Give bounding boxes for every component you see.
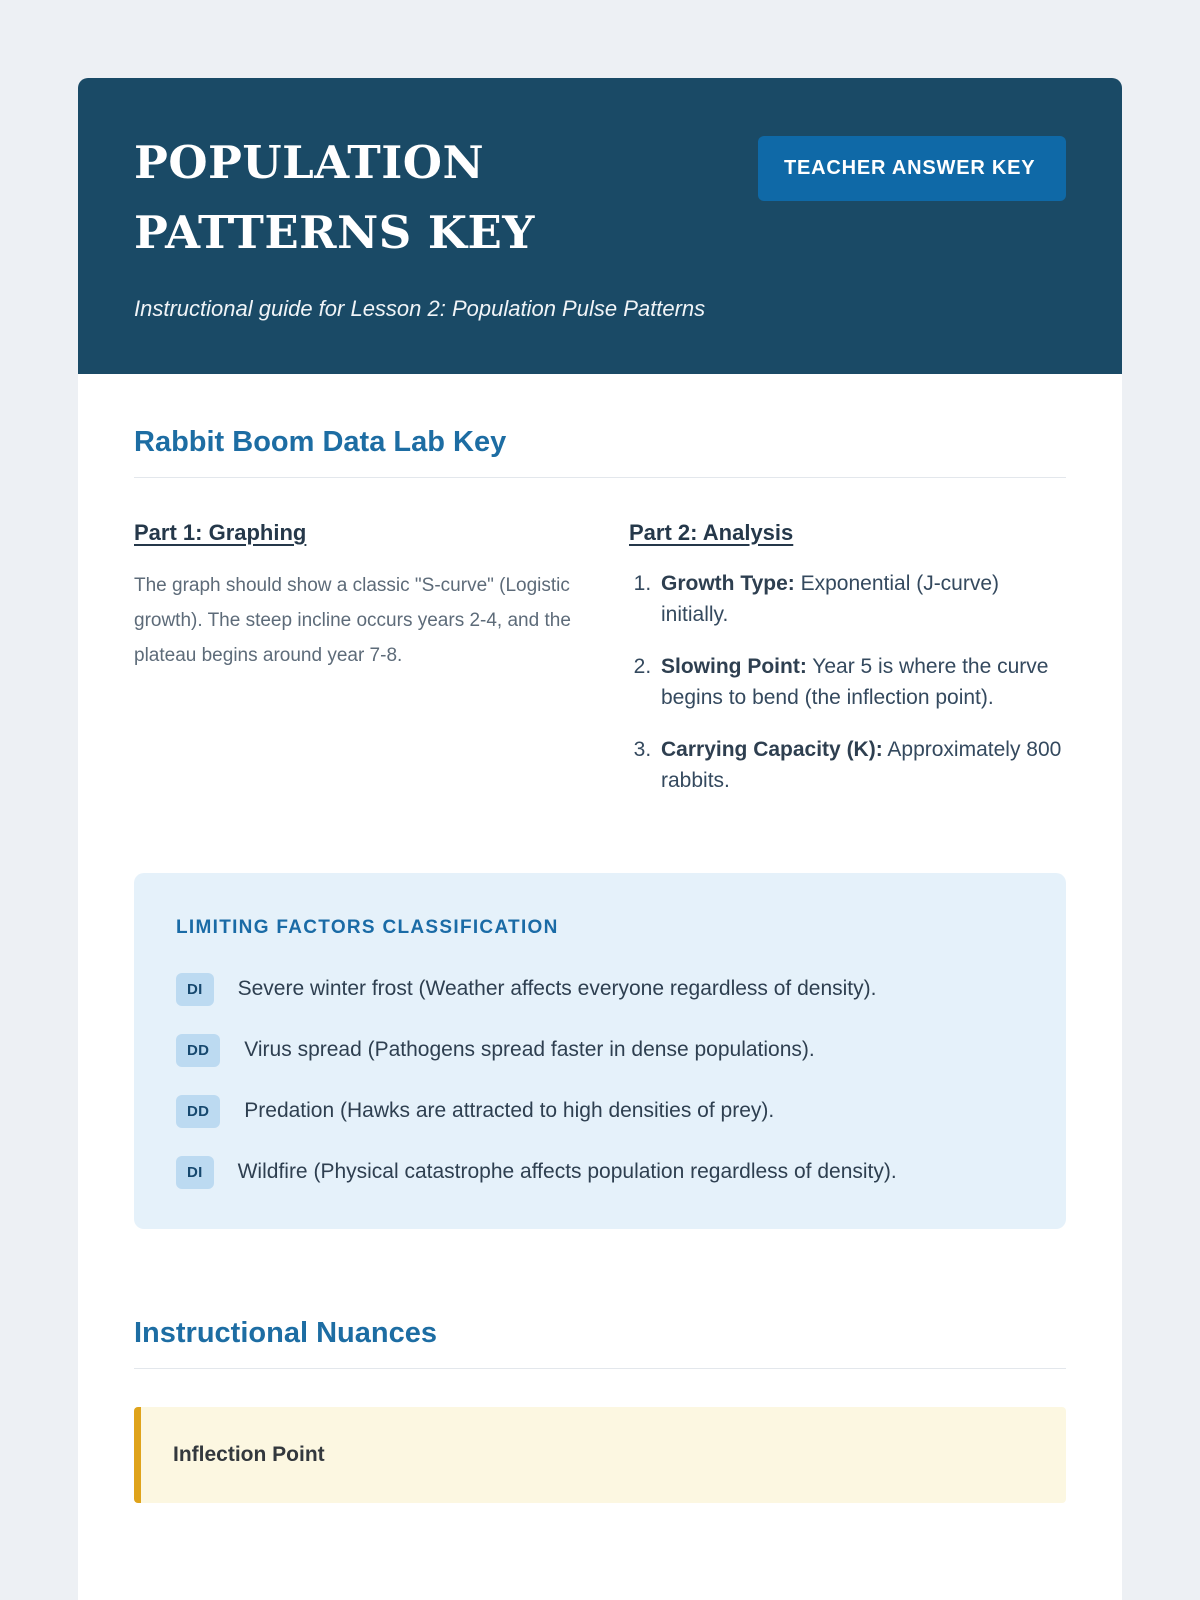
list-item-text: Approximately 800 rabbits. [661,737,1062,792]
part1-text: The graph should show a classic "S-curve" (Logistic growth). The steep incline occurs years 2-4, and the plateau begins around year 7-8. [134,574,571,666]
list-item-label: Carrying Capacity (K): [661,737,883,761]
inflection-point-callout [134,1407,1066,1503]
list-item-label: Slowing Point: [661,654,807,678]
density-dependent-badge: DD [176,1034,220,1067]
limiting-factors-heading: LIMITING FACTORS CLASSIFICATION [176,916,559,938]
list-item [657,568,1066,631]
section-heading-rabbit-boom: Rabbit Boom Data Lab Key [134,426,1066,478]
factor-row [176,1034,1024,1067]
document-header [78,78,1122,374]
list-item [657,734,1066,797]
part2-column [629,520,1066,817]
list-item-label: Growth Type: [661,571,795,595]
page-title: POPULATION PATTERNS KEY [134,136,535,259]
factor-text: Predation (Hawks are attracted to high densities of prey). [244,1099,775,1123]
factor-text: Virus spread (Pathogens spread faster in dense populations). [244,1038,815,1062]
document-body [78,374,1122,1600]
analysis-list [657,568,1066,797]
part1-column [134,520,571,817]
part2-heading: Part 2: Analysis [629,519,794,545]
two-column-layout [134,520,1066,817]
factor-row [176,1095,1024,1128]
limiting-factors-box [134,873,1066,1229]
density-independent-badge: DI [176,1156,214,1189]
list-item [657,651,1066,714]
part1-heading: Part 1: Graphing [134,519,307,545]
header-top-row [134,128,1066,268]
factor-text: Severe winter frost (Weather affects everyone regardless of density). [237,977,877,1001]
density-independent-badge: DI [176,973,214,1006]
list-item-text: Exponential (J-curve) initially. [661,571,1000,626]
document-card [78,78,1122,1600]
teacher-answer-key-badge: TEACHER ANSWER KEY [758,136,1066,201]
list-item-text: Year 5 is where the curve begins to bend (the inflection point). [661,654,1049,709]
density-dependent-badge: DD [176,1095,220,1128]
document-subtitle: Instructional guide for Lesson 2: Population Pulse Patterns [134,295,706,321]
factor-text: Wildfire (Physical catastrophe affects population regardless of density). [237,1160,897,1184]
section-heading-instructional-nuances: Instructional Nuances [134,1317,1066,1369]
factor-row [176,973,1024,1006]
factor-row [176,1156,1024,1189]
callout-label: Inflection Point [173,1442,325,1466]
